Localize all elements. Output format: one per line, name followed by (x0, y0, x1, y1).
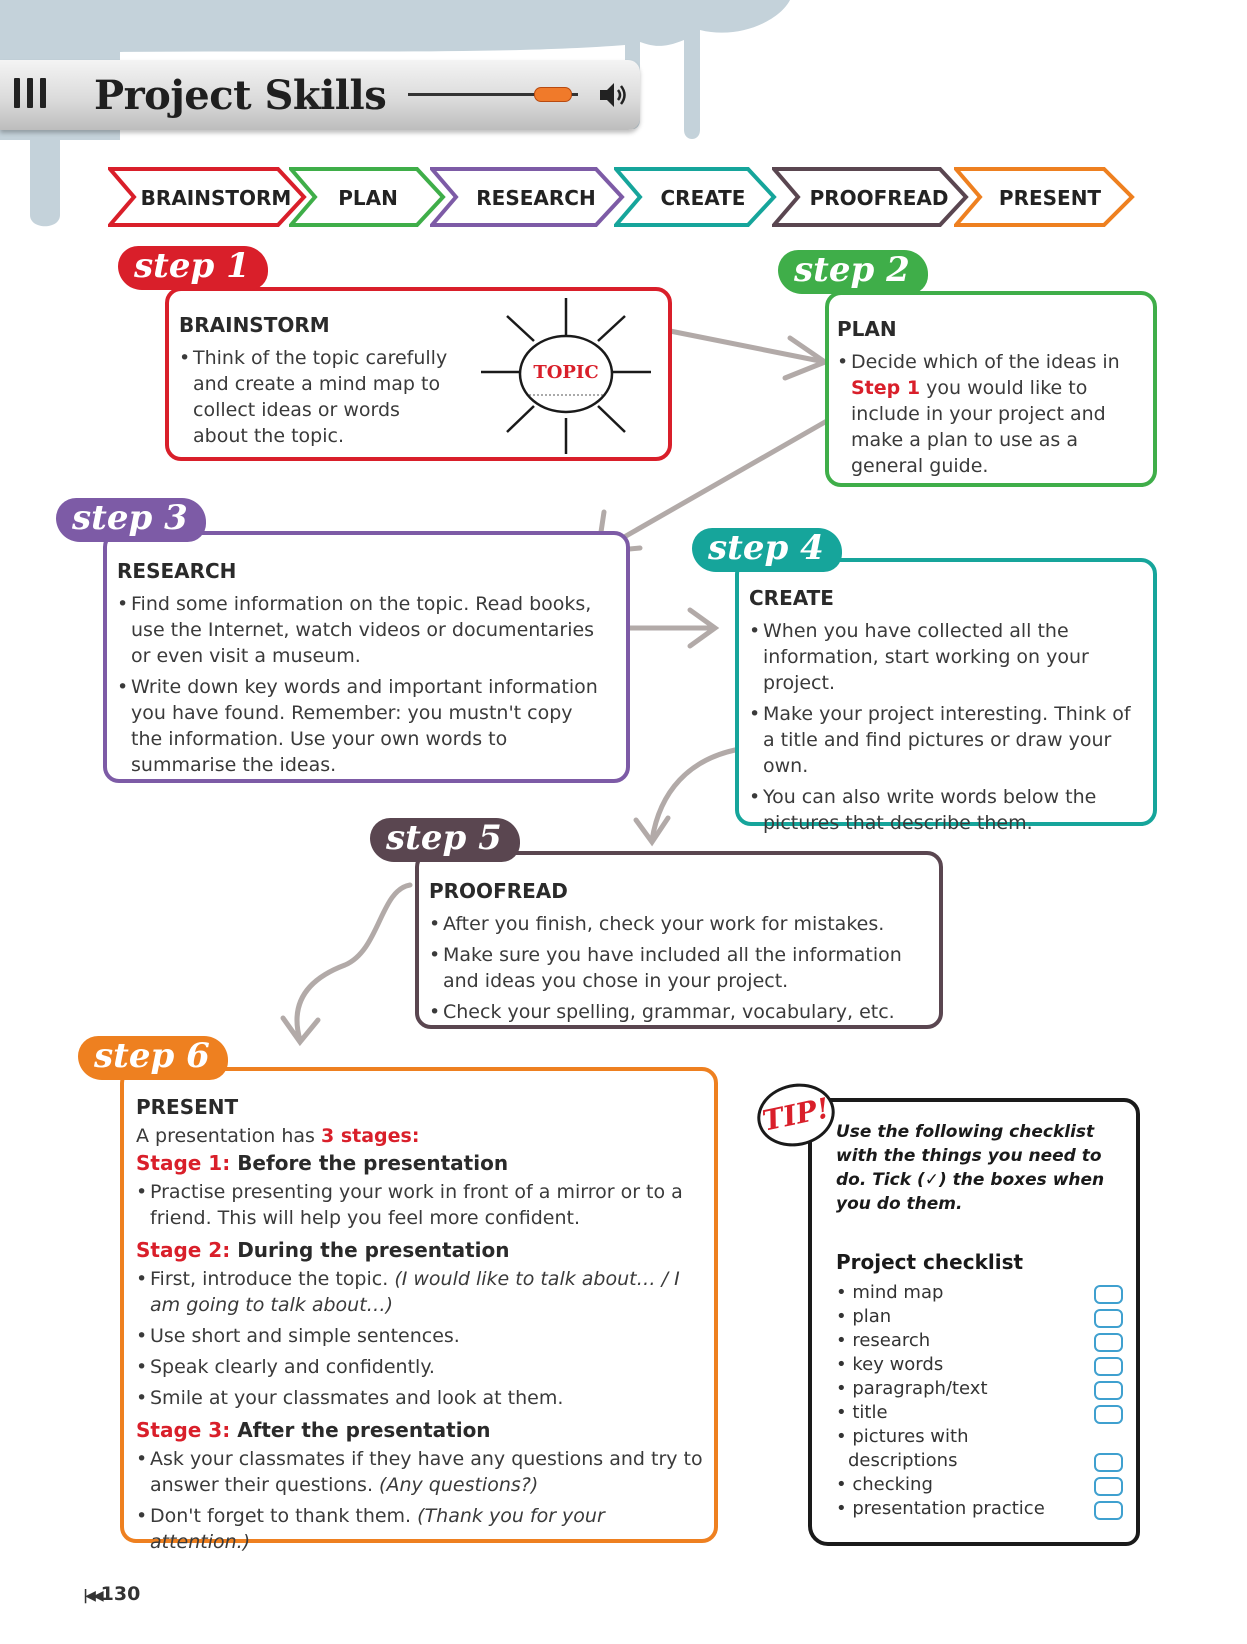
step5-bullet: • Check your spelling, grammar, vocabulary, etc. (429, 999, 929, 1025)
step3-box (103, 531, 630, 783)
page-footer (83, 1583, 140, 1605)
step1-heading: BRAINSTORM (179, 313, 330, 337)
checklist-title: Project checklist (836, 1250, 1024, 1274)
step1-bullet: • Think of the topic carefully and create a mind map to collect ideas or words about the topic. (179, 345, 449, 449)
mind-map-diagram (479, 296, 654, 456)
process-label: RESEARCH (476, 186, 596, 210)
checkbox-title[interactable] (1094, 1405, 1123, 1424)
stage3-bullet-example: (Any questions?) (379, 1474, 539, 1496)
stage3-bullet (136, 1503, 706, 1555)
step1-bullets (179, 345, 449, 454)
checkbox-presentation-practice[interactable] (1094, 1501, 1123, 1520)
stage3-label: Stage 3: (136, 1418, 231, 1442)
stage1-bullet: • Practise presenting your work in front of a mirror or to a friend. This will help you feel more confident. (136, 1179, 706, 1231)
stage3-bullet-text: Don't forget to thank them. (150, 1505, 412, 1527)
step3-heading: RESEARCH (117, 559, 237, 583)
checklist-item-label: research (852, 1330, 931, 1351)
step4-bullet: • When you have collected all the information, start working on your project. (749, 618, 1144, 696)
stage2-bullet-example: (I would like to talk about… / I am going to talk about…) (150, 1268, 680, 1316)
tip-text-end: ) the boxes when you do them. (836, 1170, 1105, 1214)
tip-box (808, 1098, 1140, 1546)
step5-bullet: • Make sure you have included all the information and ideas you chose in your project. (429, 942, 929, 994)
stage2-bullet-text: First, introduce the topic. (150, 1268, 389, 1290)
checklist-item-label: presentation practice (852, 1498, 1045, 1519)
step6-stage-count: 3 stages: (320, 1125, 420, 1147)
checklist-item-label: plan (852, 1306, 892, 1327)
stage2-title: During the presentation (237, 1238, 510, 1262)
page-number: 130 (100, 1583, 141, 1605)
process-label: PLAN (338, 186, 398, 210)
rewind-icon: |◀◀ (83, 1588, 101, 1604)
step3-badge: step 3 (56, 498, 206, 542)
stage1-title: Before the presentation (237, 1151, 509, 1175)
stage3-heading (136, 1416, 706, 1444)
process-label: CREATE (660, 186, 746, 210)
tip-badge: TIP! (751, 1077, 840, 1154)
step2-bullets (837, 349, 1137, 484)
stage2-bullet: • Smile at your classmates and look at them. (136, 1385, 706, 1411)
step2-bullet-text: Decide which of the ideas in (851, 351, 1120, 373)
stage1-heading (136, 1149, 706, 1177)
checkbox-key-words[interactable] (1094, 1357, 1123, 1376)
step2-bullet-text-end: you would like to include in your project and make a plan to use as a general guide. (851, 377, 1106, 477)
checklist-item: • mind map (836, 1282, 944, 1303)
checklist-item: • key words (836, 1354, 944, 1375)
step1-reference: Step 1 (851, 377, 921, 399)
stage1-label: Stage 1: (136, 1151, 231, 1175)
checklist-item: • research (836, 1330, 931, 1351)
step5-badge: step 5 (370, 818, 520, 862)
step4-heading: CREATE (749, 586, 834, 610)
stage2-bullet: • Speak clearly and confidently. (136, 1354, 706, 1380)
step6-intro (136, 1123, 706, 1149)
step2-bullet (837, 349, 1137, 479)
checklist-item: • plan (836, 1306, 892, 1327)
step4-bullet: • Make your project interesting. Think of a title and find pictures or draw your own. (749, 701, 1144, 779)
checklist-item-label: pictures with (852, 1426, 969, 1447)
tip-text-start: Use the following checklist with the things you need to do. Tick ( (836, 1122, 1102, 1190)
stage2-label: Stage 2: (136, 1238, 231, 1262)
process-label: PROOFREAD (809, 186, 949, 210)
page-title: Project Skills (94, 72, 387, 119)
checklist-item-label: key words (852, 1354, 944, 1375)
step6-box (120, 1067, 718, 1553)
checklist (836, 1282, 1126, 1532)
checklist-item: • title (836, 1402, 888, 1423)
step3-bullet: • Write down key words and important information you have found. Remember: you mustn't copy the information. Use your own words to summarise the ideas. (117, 674, 607, 778)
stage3-title: After the presentation (237, 1418, 491, 1442)
checklist-item-label: paragraph/text (852, 1378, 988, 1399)
checklist-item-continuation: descriptions (848, 1450, 958, 1471)
step5-heading: PROOFREAD (429, 879, 568, 903)
stage1-bullets (136, 1179, 706, 1231)
step1-box (165, 287, 672, 461)
stage3-bullets (136, 1446, 706, 1555)
step4-bullet: • You can also write words below the pictures that describe them. (749, 784, 1144, 836)
step4-box (735, 558, 1157, 834)
step2-box (825, 291, 1157, 487)
step3-bullet: • Find some information on the topic. Read books, use the Internet, watch videos or documentaries or even visit a museum. (117, 591, 607, 669)
tip-text (836, 1120, 1128, 1216)
stage2-heading (136, 1236, 706, 1264)
checkbox-checking[interactable] (1094, 1477, 1123, 1496)
step5-box (415, 851, 943, 1029)
process-label: PRESENT (998, 186, 1102, 210)
arrow-step5-to-step6 (297, 885, 410, 1040)
checklist-item: • paragraph/text (836, 1378, 988, 1399)
stage3-bullet-example: (Thank you for your attention.) (150, 1505, 605, 1553)
stage2-bullet (136, 1266, 706, 1318)
step5-bullets (429, 911, 929, 1030)
step3-bullets (117, 591, 607, 783)
step2-badge: step 2 (778, 250, 928, 294)
step1-badge: step 1 (118, 246, 268, 290)
checklist-item-label: mind map (852, 1282, 944, 1303)
checklist-item: • presentation practice (836, 1498, 1045, 1519)
step6-intro-text: A presentation has (136, 1125, 315, 1147)
stage2-bullets (136, 1266, 706, 1411)
checklist-item-label: title (852, 1402, 888, 1423)
checklist-item: • checking (836, 1474, 933, 1495)
checkbox-research[interactable] (1094, 1333, 1123, 1352)
step6-content (136, 1095, 706, 1560)
checklist-item-label: checking (852, 1474, 933, 1495)
checklist-item: • pictures with (836, 1426, 969, 1447)
checkbox-plan[interactable] (1094, 1309, 1123, 1328)
checkbox-mind-map[interactable] (1094, 1285, 1123, 1304)
checkbox-paragraph[interactable] (1094, 1381, 1123, 1400)
stage3-bullet (136, 1446, 706, 1498)
step6-badge: step 6 (78, 1036, 228, 1080)
stage3-bullet-text: Ask your classmates if they have any questions and try to answer their questions. (150, 1448, 703, 1496)
step2-heading: PLAN (837, 317, 897, 341)
step4-bullets (749, 618, 1144, 841)
process-label: BRAINSTORM (140, 186, 292, 210)
checkbox-pictures[interactable] (1094, 1453, 1123, 1472)
step5-bullet: • After you finish, check your work for mistakes. (429, 911, 929, 937)
topic-label: TOPIC (533, 362, 599, 383)
step6-heading: PRESENT (136, 1095, 239, 1119)
stage2-bullet: • Use short and simple sentences. (136, 1323, 706, 1349)
step4-badge: step 4 (692, 528, 842, 572)
tick-icon: ✓ (924, 1170, 939, 1190)
